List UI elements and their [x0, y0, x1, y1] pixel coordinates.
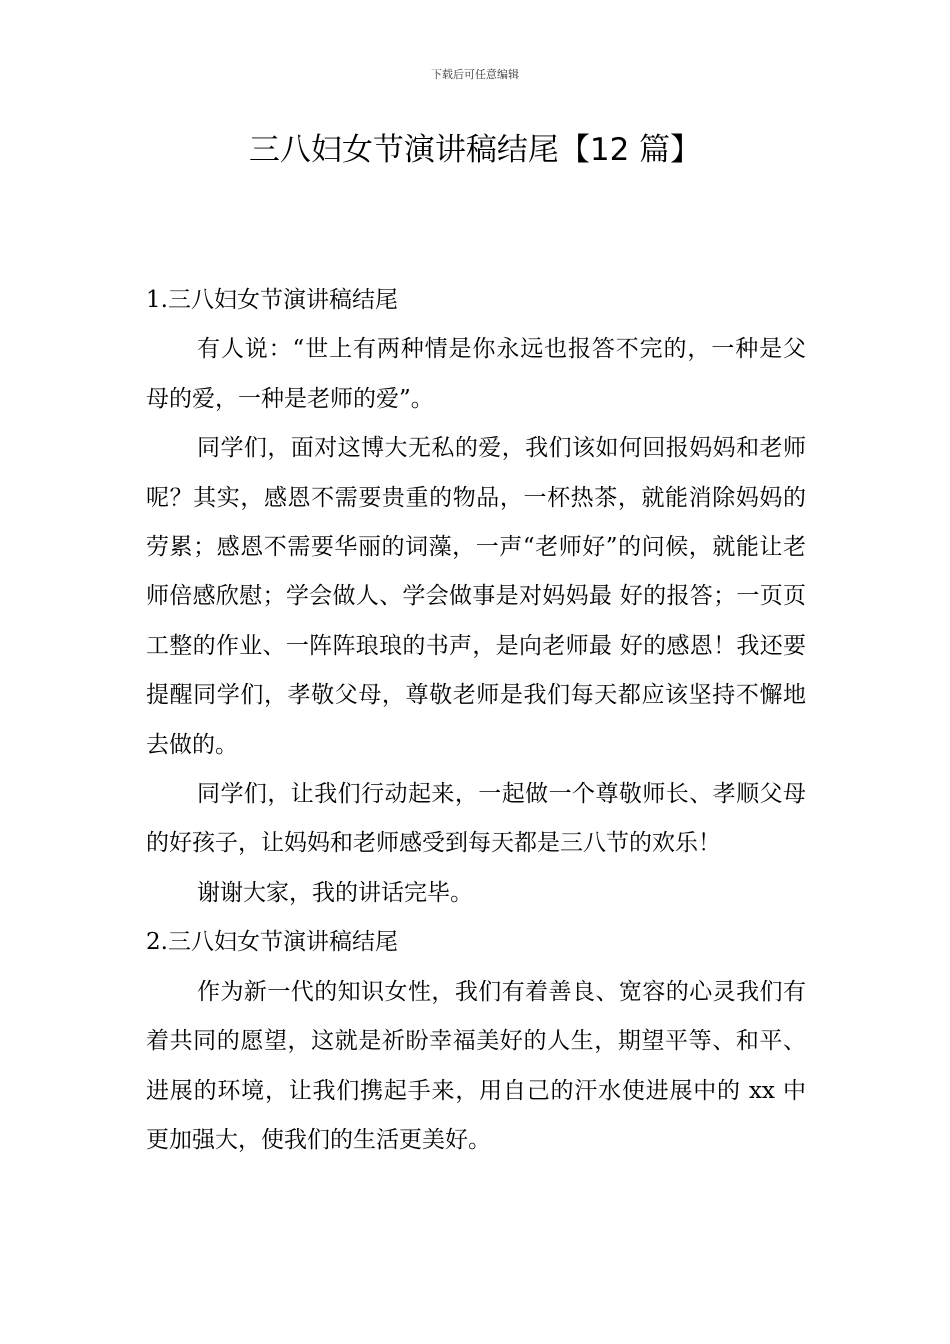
section-2	[146, 918, 806, 1165]
page-header-note: 下载后可任意编辑	[431, 68, 519, 81]
document-body	[146, 276, 806, 1165]
section-heading: 1.三八妇女节演讲稿结尾	[146, 287, 398, 313]
paragraph: 同学们，让我们行动起来，一起做一个尊敬师长、孝顺父母的好孩子，让妈妈和老师感受到每天都是三八节的欢乐！	[146, 781, 806, 857]
section-heading: 2.三八妇女节演讲稿结尾	[146, 929, 398, 956]
paragraph: 作为新一代的知识女性，我们有着善良、宽容的心灵我们有着共同的愿望，这就是祈盼幸福美好的人生，期望平等、和平、进展的环境，让我们携起手来，用自己的汗水使进展中的 xx 中更加强大，使我们的生活更美好。	[146, 978, 806, 1153]
paragraph: 同学们，面对这博大无私的爱，我们该如何回报妈妈和老师呢？其实，感恩不需要贵重的物品，一杯热茶，就能消除妈妈的劳累；感恩不需要华丽的词藻，一声“老师好”的问候，就能让老师倍感欣慰；学会做人、学会做事是对妈妈最 好的报答；一页页工整的作业、一阵阵琅琅的书声，是向老师最 好的感恩！我还要提醒同学们，孝敬父母，尊敬老师是我们每天都应该坚持不懈地去做的。	[146, 435, 806, 758]
paragraph: 有人说：“世上有两种情是你永远也报答不完的，一种是父母的爱，一种是老师的爱”。	[146, 336, 806, 412]
document-title: 三八妇女节演讲稿结尾【12 篇】	[248, 132, 702, 168]
paragraph: 谢谢大家，我的讲话完毕。	[197, 879, 473, 906]
section-1	[146, 276, 806, 918]
